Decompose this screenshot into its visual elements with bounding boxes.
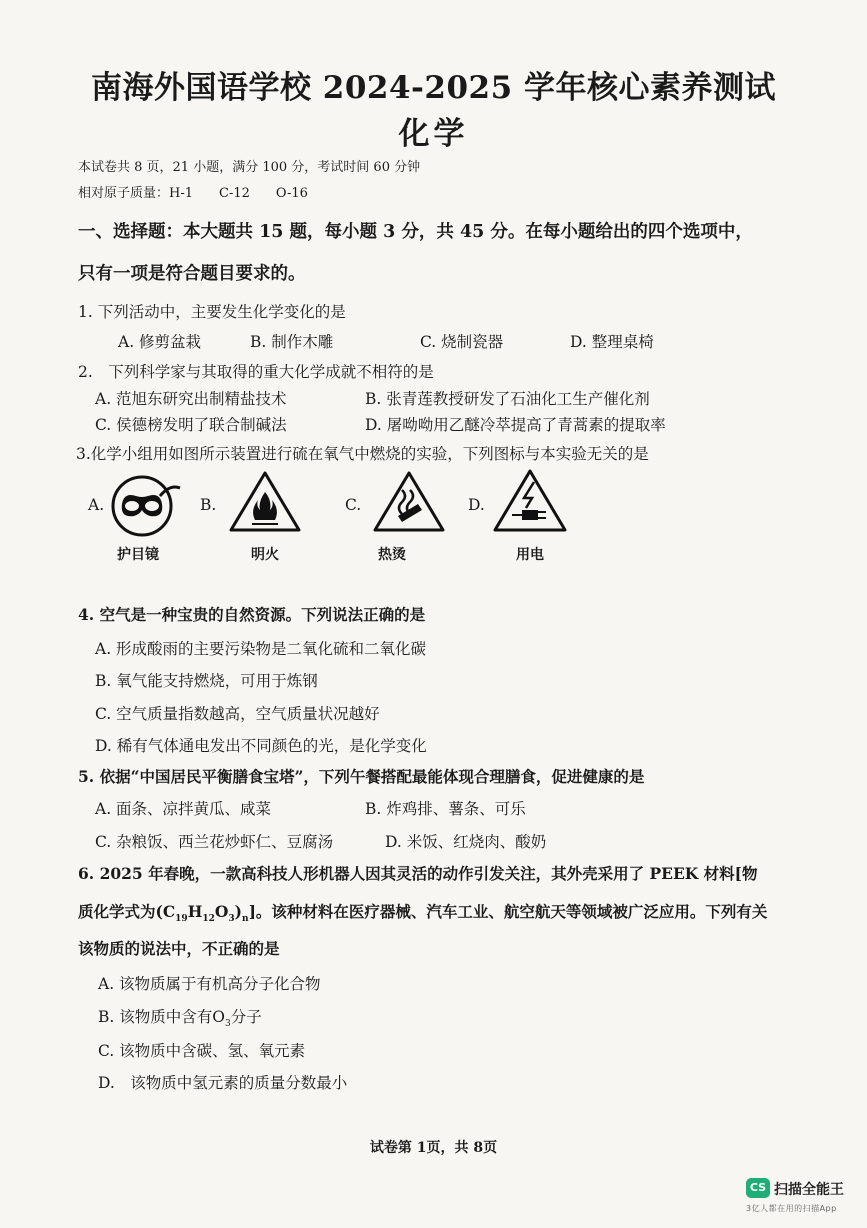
q3-stem: 3.化学小组用如图所示装置进行硫在氧气中燃烧的实验，下列图标与本实验无关的是 — [76, 445, 649, 463]
q1-stem: 1. 下列活动中，主要发生化学变化的是 — [78, 303, 346, 321]
open-flame-warning-icon — [228, 470, 302, 538]
q3-option-d-label: 用电 — [516, 547, 544, 563]
q4-option-d: D. 稀有气体通电发出不同颜色的光，是化学变化 — [95, 737, 427, 755]
q2-option-d: D. 屠呦呦用乙醚冷萃提高了青蒿素的提取率 — [365, 416, 666, 434]
q5-option-c: C. 杂粮饭、西兰花炒虾仁、豆腐汤 — [95, 833, 334, 851]
q4-option-a: A. 形成酸雨的主要污染物是二氧化硫和二氧化碳 — [95, 640, 427, 658]
q4-option-c: C. 空气质量指数越高，空气质量状况越好 — [95, 705, 380, 723]
q2-stem: 2. 下列科学家与其取得的重大化学成就不相符的是 — [78, 363, 434, 381]
q6-formula-prefix: 质化学式为(C — [78, 902, 176, 921]
q1-option-b: B. 制作木雕 — [250, 333, 334, 351]
atomic-masses: 相对原子质量：H-1 C-12 O-16 — [78, 186, 308, 201]
q6-formula-h: H — [187, 902, 203, 921]
q1-option-a: A. 修剪盆栽 — [118, 333, 202, 351]
q1-option-c: C. 烧制瓷器 — [420, 333, 504, 351]
q5-option-d: D. 米饭、红烧肉、酸奶 — [385, 833, 547, 851]
q3-option-d-letter: D. — [468, 496, 485, 514]
q6-line2-rest: ]。该种材料在医疗器械、汽车工业、航空航天等领域被广泛应用。下列有关 — [248, 902, 768, 921]
q6-formula-sub-n: n — [242, 914, 249, 925]
q1-option-d: D. 整理桌椅 — [570, 333, 654, 351]
subject-title: 化学 — [398, 116, 469, 152]
q5-stem: 5. 依据“中国居民平衡膳食宝塔”，下列午餐搭配最能体现合理膳食，促进健康的是 — [78, 767, 645, 786]
section-heading-line2: 只有一项是符合题目要求的。 — [78, 264, 306, 284]
q3-option-b-label: 明火 — [251, 547, 279, 563]
q4-stem: 4. 空气是一种宝贵的自然资源。下列说法正确的是 — [78, 605, 426, 624]
q6-stem-line2 — [78, 900, 767, 924]
goggles-icon — [110, 474, 182, 542]
exam-info: 本试卷共 8 页，21 小题，满分 100 分，考试时间 60 分钟 — [78, 160, 421, 175]
q6-formula-sub-o: 3 — [228, 914, 235, 925]
q6-stem-line1: 6. 2025 年春晚，一款高科技人形机器人因其灵活的动作引发关注，其外壳采用了 PEEK 材料[物 — [78, 864, 758, 883]
q3-option-c-label: 热烫 — [378, 547, 406, 563]
q6-formula-o: O — [214, 902, 229, 921]
q6-formula-sub-h: 12 — [202, 914, 215, 925]
q6-formula-close: ) — [234, 902, 243, 921]
q5-option-b: B. 炸鸡排、薯条、可乐 — [365, 800, 526, 818]
page-footer: 试卷第 1页，共 8页 — [369, 1140, 498, 1156]
q2-option-a: A. 范旭东研究出制精盐技术 — [95, 390, 287, 408]
hot-surface-warning-icon — [372, 470, 446, 538]
q6-option-c: C. 该物质中含碳、氢、氧元素 — [98, 1042, 306, 1060]
q6-option-a: A. 该物质属于有机高分子化合物 — [98, 975, 321, 993]
q6-option-b-tail: 分子 — [230, 1008, 262, 1026]
scanner-name: 扫描全能王 — [774, 1182, 844, 1198]
q3-option-c-letter: C. — [345, 496, 362, 514]
q3-option-b-letter: B. — [200, 496, 217, 514]
exam-title: 南海外国语学校 2024-2025 学年核心素养测试 — [90, 70, 776, 106]
scanner-tagline: 3亿人都在用的扫描App — [746, 1204, 837, 1213]
q4-option-b: B. 氧气能支持燃烧，可用于炼钢 — [95, 672, 318, 690]
electricity-warning-icon — [492, 468, 568, 538]
q2-option-b: B. 张青莲教授研发了石油化工生产催化剂 — [365, 390, 650, 408]
q5-option-a: A. 面条、凉拌黄瓜、咸菜 — [95, 800, 272, 818]
q6-option-b-sub: 3 — [224, 1019, 231, 1030]
q6-formula-sub-c: 19 — [175, 914, 188, 925]
scanner-logo: CS — [746, 1178, 770, 1198]
q6-option-b — [98, 1005, 262, 1029]
q3-option-a-label: 护目镜 — [117, 547, 159, 563]
section-heading-line1: 一、选择题：本大题共 15 题，每小题 3 分，共 45 分。在每小题给出的四个选项中， — [78, 222, 753, 242]
q6-stem-line3: 该物质的说法中，不正确的是 — [78, 939, 280, 958]
q6-option-b-text: B. 该物质中含有O — [98, 1008, 225, 1026]
q3-option-a-letter: A. — [88, 496, 105, 514]
q6-option-d: D. 该物质中氢元素的质量分数最小 — [98, 1074, 348, 1092]
q2-option-c: C. 侯德榜发明了联合制碱法 — [95, 416, 287, 434]
